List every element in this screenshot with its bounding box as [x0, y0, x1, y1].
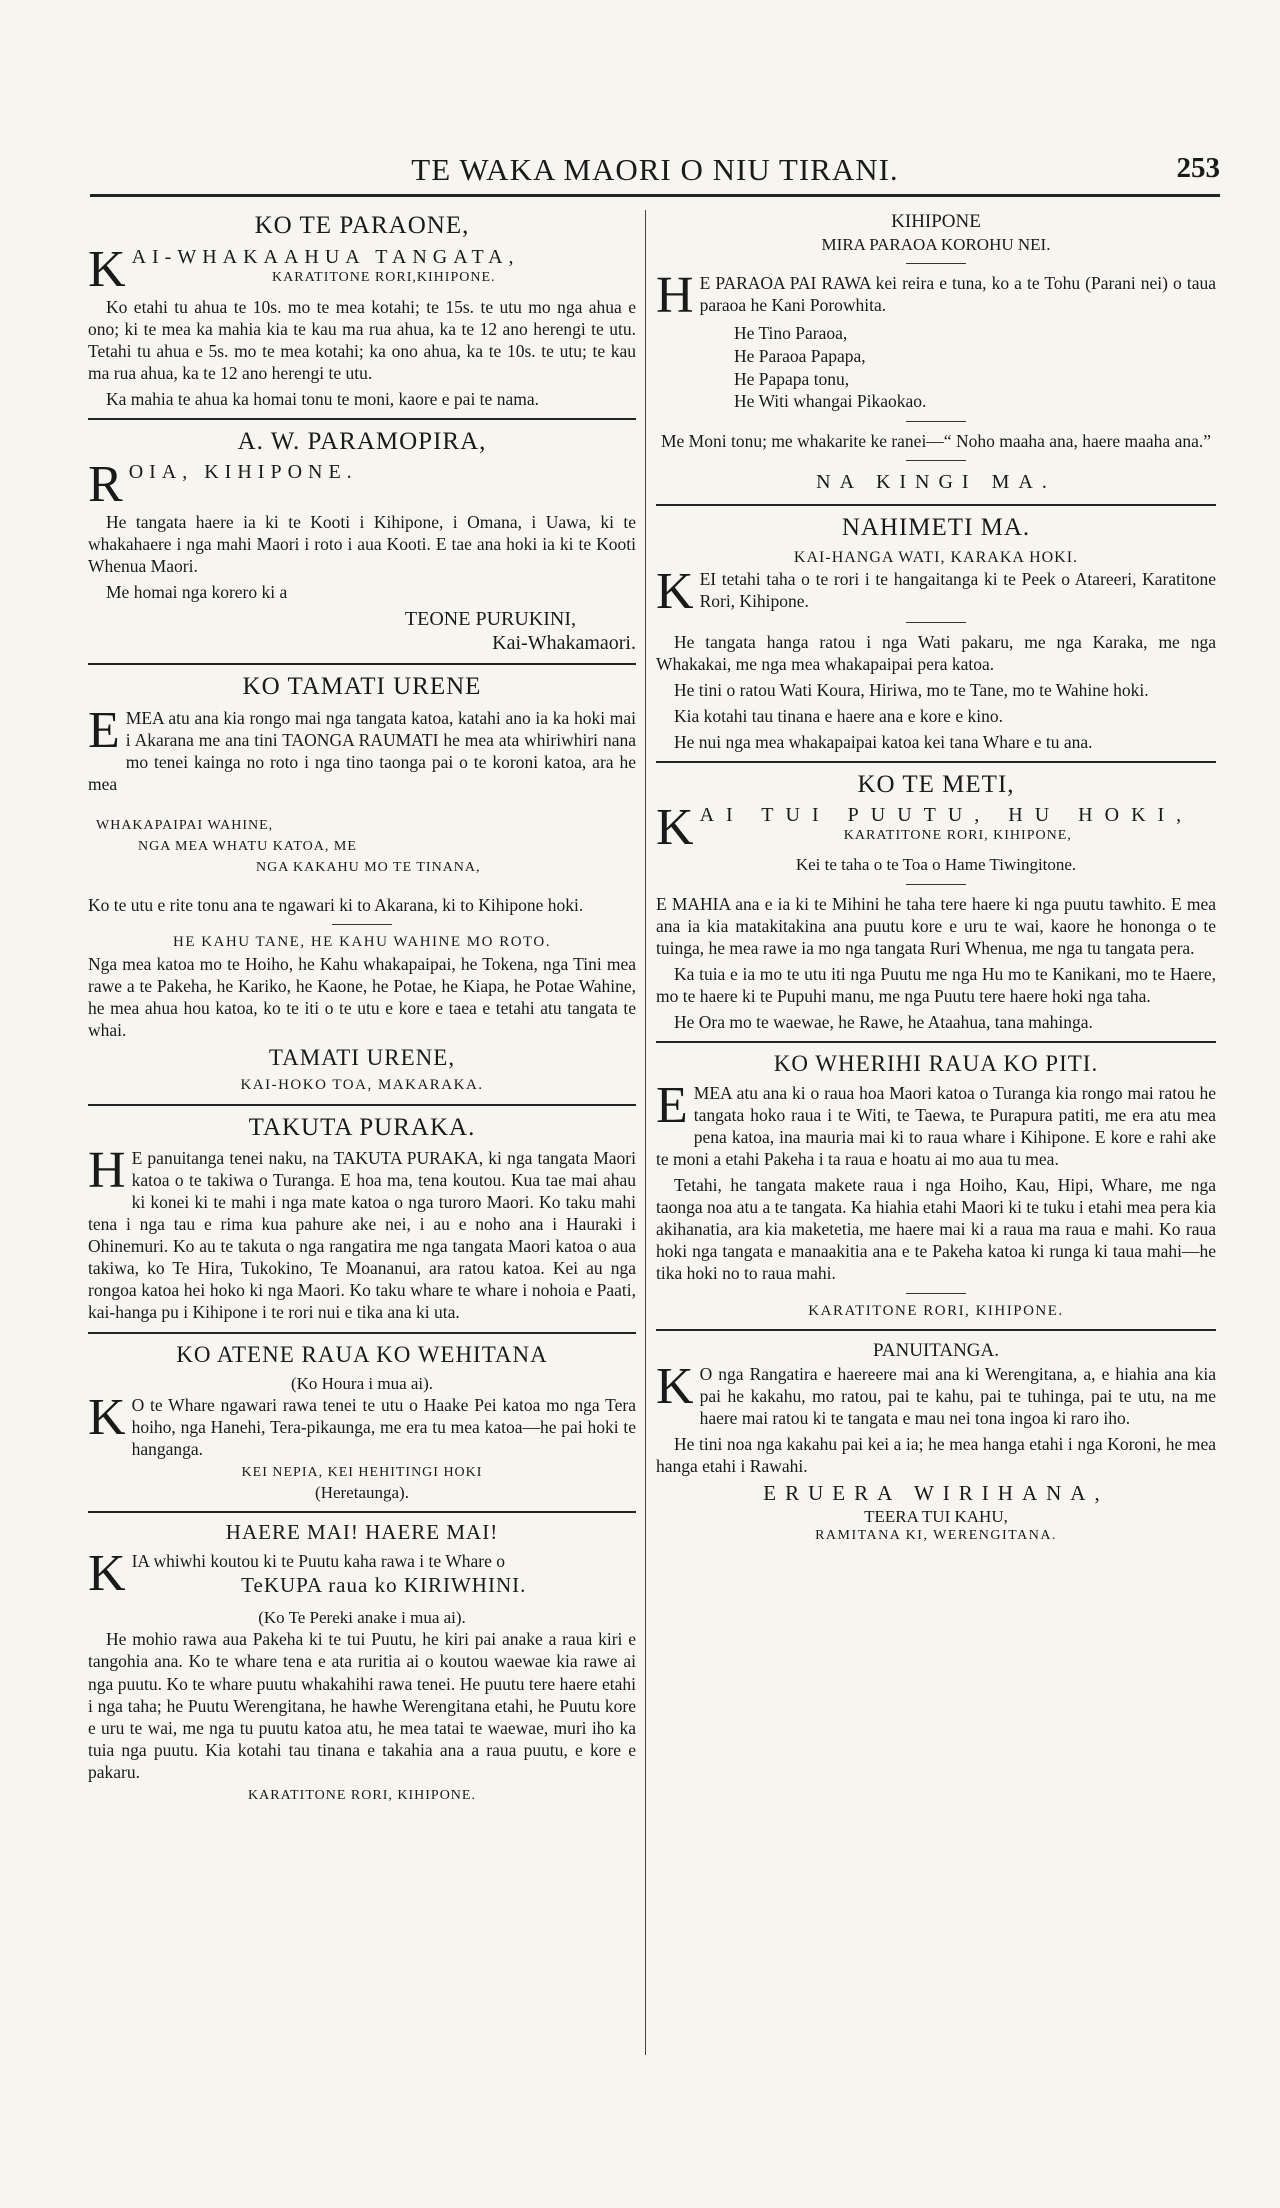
ad-paragraph: Ka tuia e ia mo te utu iti nga Puutu me nga Hu mo te Kanikani, mo te Haere, mo te haere ki te Pupuhi manu, me nga Puutu tere haere hoki nga taha. — [656, 963, 1216, 1006]
ad-paragraph: He tini noa nga kakahu pai kei a ia; he mea hanga etahi i nga Koroni, he mea hanga etahi i Rawahi. — [656, 1433, 1216, 1476]
ad-urene — [88, 673, 636, 1095]
column-divider — [645, 210, 646, 2055]
ad-kiriwhini — [88, 1521, 636, 1804]
right-column — [656, 210, 1216, 2055]
section-rule — [88, 1104, 636, 1106]
ad-puraka — [88, 1114, 636, 1324]
ad-address: KARATITONE RORI, KIHIPONE, — [843, 828, 1072, 844]
ad-intro — [88, 1550, 636, 1603]
ad-paramopira — [88, 428, 636, 656]
ad-address: KARATITONE RORI, KIHIPONE. — [248, 1787, 476, 1803]
ad-address: RAMITANA KI, WERENGITANA. — [815, 1528, 1057, 1544]
ad-werihi — [656, 1051, 1216, 1321]
ad-names: TeKUPA raua ko KIRIWHINI. — [241, 1573, 527, 1598]
goods-line: NGA MEA WHATU KATOA, ME — [138, 839, 357, 855]
short-rule — [906, 884, 966, 885]
ad-heading: KO TE PARAONE, — [254, 212, 470, 239]
signature-name: TEONE PURUKINI, — [404, 608, 576, 631]
ad-meti — [656, 771, 1216, 1033]
short-rule — [906, 1293, 966, 1294]
flour-item: He Witi whangai Pikaokao. — [734, 391, 927, 412]
ad-subheading: (Ko Houra i mua ai). — [290, 1373, 434, 1393]
ad-first-line: AI TUI PUUTU, HU HOKI, — [699, 804, 1194, 827]
ad-text: IA whiwhi koutou ki te Puutu kaha rawa i te Whare o — [131, 1551, 505, 1572]
ad-nahimeti — [656, 514, 1216, 753]
section-rule — [88, 418, 636, 420]
flour-item: He Tino Paraoa, — [734, 323, 848, 343]
drop-cap: E — [656, 1082, 688, 1135]
ad-address: KARATITONE RORI, KIHIPONE. — [808, 1302, 1064, 1319]
ad-intro — [88, 246, 636, 292]
ad-intro — [656, 568, 1216, 614]
ad-paraone — [88, 212, 636, 410]
drop-cap: H — [656, 272, 694, 318]
page-number: 253 — [1176, 152, 1220, 184]
ad-heading: NAHIMETI MA. — [841, 514, 1031, 542]
ad-paragraph: Ko te utu e rite tonu ana te ngawari ki to Akarana, ki to Kihipone hoki. — [88, 895, 584, 916]
ad-location: Kei te taha o te Toa o Hame Tiwingitone. — [795, 855, 1077, 875]
section-rule — [88, 1511, 636, 1513]
flour-list — [656, 322, 1216, 413]
ad-paragraph: He tini o ratou Wati Koura, Hiriwa, mo te Tane, mo te Wahine hoki. — [674, 679, 1149, 700]
signature-name: TAMATI URENE, — [268, 1044, 456, 1070]
ad-heading: TAKUTA PURAKA. — [248, 1113, 476, 1141]
ad-intro — [88, 707, 636, 795]
ad-paragraph: E MAHIA ana e ia ki te Mihini he taha tere haere ki nga puutu tawhito. E mea ana ia kia matakitakina ana puutu kore e uru te wai, kaore he hononga o te tuinga, he mea rawe ia mo nga tangata Ruri Whenua, me nga tu tangata pera. — [656, 893, 1216, 958]
short-rule — [332, 924, 392, 925]
drop-cap: K — [88, 1550, 126, 1603]
section-rule — [656, 504, 1216, 506]
masthead — [90, 152, 1220, 196]
short-rule — [906, 622, 966, 623]
ad-intro — [88, 1147, 636, 1323]
page-title: TE WAKA MAORI O NIU TIRANI. — [411, 152, 899, 187]
ad-location: KEI NEPIA, KEI HEHITINGI HOKI — [241, 1465, 483, 1481]
drop-cap: H — [88, 1147, 126, 1200]
short-rule — [906, 263, 966, 264]
ad-address: KARATITONE RORI,KIHIPONE. — [272, 269, 496, 285]
signature-role: KAI-HOKO TOA, MAKARAKA. — [240, 1077, 484, 1094]
signature-name: ERUERA WIRIHANA, — [763, 1481, 1109, 1506]
ad-intro — [656, 1363, 1216, 1429]
ad-heading: KO WHERIHI RAUA KO PITI. — [773, 1050, 1099, 1076]
ad-intro — [656, 1082, 1216, 1170]
ad-heading: KIHIPONE — [891, 211, 981, 232]
ad-text: MEA atu ana kia rongo mai nga tangata katoa, katahi ano ia ka hoki mai i Akarana me ana tini TAONGA RAUMATI he mea ata whiriwhiri nana mo tenei kainga no roto i nga tino taonga pai o te koroni katoa, ara he mea — [88, 707, 636, 795]
ad-panuitanga — [656, 1339, 1216, 1545]
goods-line: NGA KAKAHU MO TE TINANA, — [256, 860, 481, 876]
section-rule — [656, 1329, 1216, 1331]
signature-role: Kai-Whakamaori. — [492, 632, 636, 655]
ad-paragraph: Kia kotahi tau tinana e haere ana e kore e kino. — [674, 705, 1003, 726]
drop-cap: K — [656, 567, 694, 614]
ad-kihipone — [656, 210, 1216, 461]
ad-text: EI tetahi taha o te rori i te hangaitanga ki te Peek o Atareeri, Karatitone Rori, Kihipone. — [699, 568, 1216, 611]
ad-kingi — [656, 471, 1216, 494]
ad-paragraph: He tangata hanga ratou i nga Wati pakaru, me nga Karaka, me nga Whakakai, me nga mea whakapaipai pera katoa. — [656, 631, 1216, 674]
ad-heading: NA KINGI MA. — [816, 471, 1056, 494]
section-rule — [88, 1332, 636, 1334]
ad-first-line: OIA, KIHIPONE. — [128, 461, 358, 484]
ad-subheading: MIRA PARAOA KOROHU NEI. — [821, 234, 1051, 254]
drop-cap: R — [88, 461, 123, 508]
drop-cap: K — [88, 245, 126, 292]
ad-paragraph: Ka mahia te ahua ka homai tonu te moni, kaore e pai te nama. — [106, 388, 539, 409]
ad-text: E panuitanga tenei naku, na TAKUTA PURAKA, ki nga tangata Maori katoa o te takiwa o Turanga. E hoa ma, tena koutou. Kua tae mai ahau ki konei ki te mahi i nga mate katoa o nga turoro Maori. Ko taku mahi tena i nga tau e rima kua pahure ake nei, i au e noho ana i Hauraki i Ohinemuri. Ko au te takuta o nga rangatira me nga tangata Maori katoa o aua takiwa, ko Te Hira, Tukokino, Te Moananui, ara ratou katoa. Kei au nga rongoa katoa hei hoko ki nga Maori. Ko taku whare te whare i nohoia e Paati, kai-hanga pu i Kihipone i te rori nui e tika ana ki uta. — [88, 1148, 636, 1323]
ad-intro — [88, 461, 636, 507]
ad-paragraph: Nga mea katoa mo te Hoiho, he Kahu whakapaipai, he Tokena, nga Tini mea rawe a te Pakeha, he Kariko, he Kaone, he Potae, he Kiapa, he Potae Wahine, he mea ahua hou katoa, ko te iti o te utu e kore e taea e tetahi atu tangata te whai. — [88, 953, 636, 1040]
ad-paragraph: He nui nga mea whakapaipai katoa kei tana Whare e tu ana. — [674, 731, 1093, 752]
signature-role: TEERA TUI KAHU, — [864, 1507, 1008, 1527]
goods-line: WHAKAPAIPAI WAHINE, — [96, 818, 274, 834]
ad-paragraph: Me Moni tonu; me whakarite ke ranei—“ Noho maaha ana, haere maaha ana.” — [660, 431, 1212, 451]
ad-heading: KO TAMATI URENE — [242, 673, 482, 701]
ad-heading: HAERE MAI! HAERE MAI! — [225, 1519, 499, 1544]
ad-paragraph: He tangata haere ia ki te Kooti i Kihipone, i Omana, i Uawa, ki te whakahaere i nga mahi Maori i roto i aua Kooti. E tae ana hoki ia ki te Kooti Whenua Maori. — [88, 512, 636, 577]
ad-heading: KO TE METI, — [857, 770, 1015, 798]
ad-text: MEA atu ana ki o raua hoa Maori katoa o Turanga kia rongo mai ratou he tangata hoko raua i te Witi, te Taewa, te Purapura patiti, me era atu mea pena katoa, ina mauria mai ki to raua whare i Kihipone. E kore e rahi ake te moni a etahi Pakeha i ta raua e hoatu ai mo aua tu mea. — [656, 1083, 1216, 1170]
section-rule — [656, 1041, 1216, 1043]
ad-intro — [656, 272, 1216, 318]
drop-cap: K — [656, 804, 694, 851]
masthead-rule — [90, 194, 1220, 197]
ad-intro — [656, 804, 1216, 850]
ad-subheading: (Ko Te Pereki anake i mua ai). — [258, 1608, 466, 1628]
ad-text: E PARAOA PAI RAWA kei reira e tuna, ko a te Tohu (Parani nei) o taua paraoa he Kani Porowhita. — [699, 273, 1216, 316]
ad-atene — [88, 1342, 636, 1503]
ad-heading: KO ATENE RAUA KO WEHITANA — [176, 1341, 548, 1367]
ad-intro — [88, 1394, 636, 1460]
section-rule — [656, 761, 1216, 763]
section-rule — [88, 663, 636, 665]
short-rule — [906, 421, 966, 422]
drop-cap: K — [88, 1394, 126, 1447]
ad-text: O nga Rangatira e haereere mai ana ki Werengitana, a, e hiahia ana kia pai he kakahu, mo ratou, pai te kahu, pai te tuhinga, pai te utu, na me haere mai ratou ki te tangata e mau nei tona ingoa ki raro iho. — [699, 1363, 1216, 1428]
ad-heading: A. W. PARAMOPIRA, — [237, 427, 487, 455]
drop-cap: K — [656, 1362, 694, 1415]
ad-text: O te Whare ngawari rawa tenei te utu o Haake Pei katoa mo nga Tera hoiho, nga Hanehi, Tera-pikaunga, me era tu mea katoa—he pai hoki te hanganga. — [131, 1395, 636, 1460]
ad-subheading: HE KAHU TANE, HE KAHU WAHINE MO ROTO. — [172, 934, 552, 951]
ad-heading: PANUITANGA. — [872, 1340, 1000, 1362]
ad-paragraph: Tetahi, he tangata makete raua i nga Hoiho, Kau, Hipi, Whare, me nga taonga noa atu a te tangata. Ka hiahia etahi Maori ki te tuku i etahi mea pera kia akihanatia, ara kia maketetia, me haere mai ki a raua ma raua e mahi. Ko raua hoki nga tangata e manaakitia ana e te Pakeha katoa ki runga ki taua mahi—he tika hoki no to raua mahi. — [656, 1175, 1216, 1284]
ad-paragraph: Ko etahi tu ahua te 10s. mo te mea kotahi; te 15s. te utu mo nga ahua e ono; ki te mea ka mahia kia te kau ma rua ahua, ka te 12 ano herengi te utu. Tetahi tu ahua e 5s. mo te mea kotahi; ka ono ahua, ka te 10s. te utu; te kau ma rua ahua, ka te 12 ano herengi te utu. — [88, 296, 636, 383]
flour-item: He Paraoa Papapa, — [734, 345, 866, 366]
ad-subheading: KAI-HANGA WATI, KARAKA HOKI. — [793, 548, 1079, 566]
drop-cap: E — [88, 706, 120, 759]
short-rule — [906, 460, 966, 461]
ad-paragraph: Me homai nga korero ki a — [106, 582, 288, 603]
ad-first-line: AI-WHAKAAHUA TANGATA, — [131, 245, 520, 268]
ad-region: (Heretaunga). — [315, 1482, 409, 1502]
left-column — [88, 210, 636, 2055]
flour-item: He Papapa tonu, — [734, 368, 850, 389]
ad-paragraph: He mohio rawa aua Pakeha ki te tui Puutu, he kiri pai anake a raua kiri e tangohia ana. Ko te whare tena e ata ruritia ai o koutou waewae kia rawe ai nga puutu. Ko te whare puutu whakahihi rawa tenei. He puutu tere haere etahi i nga taha; he Puutu Werengitana, he hawhe Werengitana etahi, he Puutu kore e uru te wai, me nga tu puutu katoa atu, he mea tatai te waewae, muri iho ka tuia nga puutu. Kia kotahi tau tinana e takahia ana a raua puutu, e kore e pakaru. — [88, 1629, 636, 1782]
ad-paragraph: He Ora mo te waewae, he Rawe, he Ataahua, tana mahinga. — [674, 1011, 1093, 1032]
